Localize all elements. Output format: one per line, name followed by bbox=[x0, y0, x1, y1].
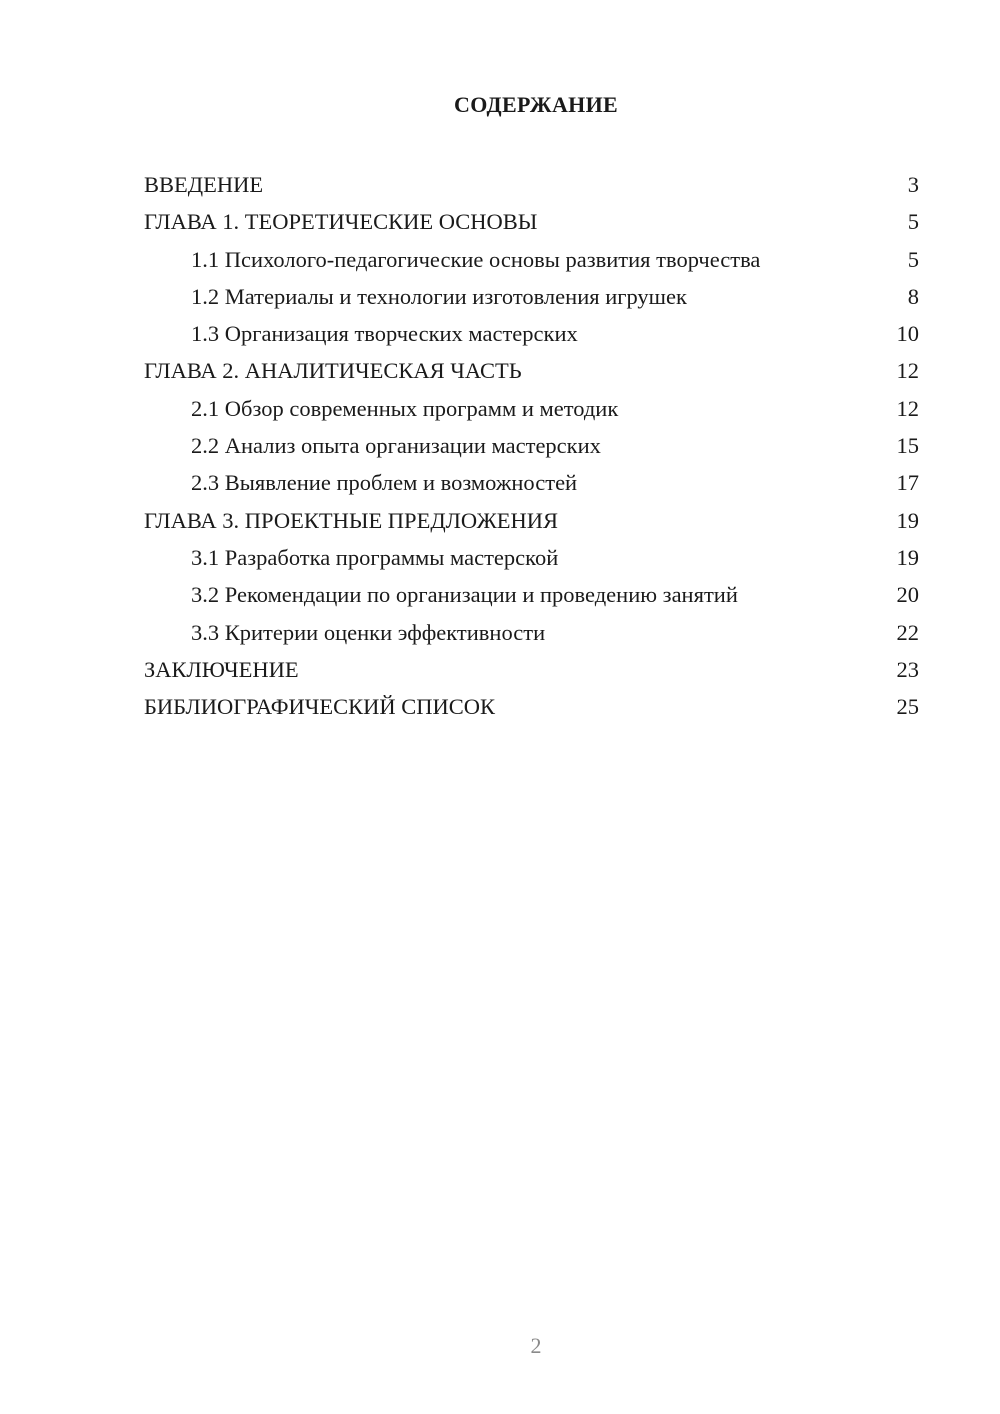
toc-entry-text: ГЛАВА 2. АНАЛИТИЧЕСКАЯ ЧАСТЬ bbox=[144, 358, 522, 384]
toc-entry-text: 1.2 Материалы и технологии изготовления игрушек bbox=[191, 283, 687, 309]
toc-entry-section-2-2 bbox=[144, 427, 919, 464]
toc-entry-page: 17 bbox=[896, 470, 919, 496]
toc-entry-bibliography bbox=[144, 688, 919, 725]
toc-entry-section-1-1 bbox=[144, 241, 919, 278]
toc-entry-page: 19 bbox=[896, 544, 919, 570]
toc-entry-text: 3.3 Критерии оценки эффективности bbox=[191, 619, 546, 645]
toc-entry-text: ЗАКЛЮЧЕНИЕ bbox=[144, 656, 299, 682]
toc-entry-page: 10 bbox=[896, 321, 919, 347]
page-number: 2 bbox=[530, 1333, 542, 1358]
toc-entry-section-3-1 bbox=[144, 539, 919, 576]
toc-entry-text: 2.3 Выявление проблем и возможностей bbox=[191, 470, 578, 496]
toc-entry-text: 3.1 Разработка программы мастерской bbox=[191, 544, 559, 570]
toc-entry-section-3-2 bbox=[144, 576, 919, 613]
page-title: СОДЕРЖАНИЕ bbox=[454, 92, 618, 117]
toc-entry-section-3-3 bbox=[144, 614, 919, 651]
toc-entry-section-1-2 bbox=[144, 278, 919, 315]
toc-entry-page: 20 bbox=[896, 582, 919, 608]
toc-entry-page: 3 bbox=[907, 172, 919, 197]
toc-entry-chapter-3 bbox=[144, 502, 919, 539]
toc-entry-page: 12 bbox=[896, 358, 919, 384]
table-of-contents bbox=[144, 166, 919, 725]
toc-entry-page: 12 bbox=[896, 395, 919, 421]
toc-entry-page: 19 bbox=[896, 507, 919, 533]
toc-entry-page: 8 bbox=[907, 283, 919, 309]
toc-entry-text: БИБЛИОГРАФИЧЕСКИЙ СПИСОК bbox=[144, 694, 496, 720]
toc-entry-page: 22 bbox=[896, 619, 919, 645]
toc-entry-text: ГЛАВА 3. ПРОЕКТНЫЕ ПРЕДЛОЖЕНИЯ bbox=[144, 507, 559, 533]
toc-entry-page: 5 bbox=[907, 246, 919, 272]
toc-entry-text: 1.3 Организация творческих мастерских bbox=[191, 321, 578, 347]
toc-entry-text: ГЛАВА 1. ТЕОРЕТИЧЕСКИЕ ОСНОВЫ bbox=[144, 209, 538, 235]
toc-entry-page: 25 bbox=[896, 694, 919, 720]
toc-entry-chapter-1 bbox=[144, 203, 919, 240]
toc-entry-section-2-1 bbox=[144, 390, 919, 427]
toc-entry-text: 3.2 Рекомендации по организации и проведению занятий bbox=[191, 582, 738, 608]
toc-entry-text: 1.1 Психолого-педагогические основы развития творчества bbox=[191, 246, 761, 272]
toc-entry-chapter-2 bbox=[144, 352, 919, 389]
toc-entry-text: 2.1 Обзор современных программ и методик bbox=[191, 395, 619, 421]
toc-entry-text: 2.2 Анализ опыта организации мастерских bbox=[191, 433, 601, 459]
toc-entry-page: 23 bbox=[896, 656, 919, 682]
toc-entry-page: 15 bbox=[896, 433, 919, 459]
toc-entry-conclusion bbox=[144, 651, 919, 688]
toc-entry-introduction bbox=[144, 166, 919, 203]
toc-entry-page: 5 bbox=[907, 209, 919, 235]
toc-entry-text: ВВЕДЕНИЕ bbox=[144, 172, 264, 197]
toc-entry-section-1-3 bbox=[144, 315, 919, 352]
toc-entry-section-2-3 bbox=[144, 464, 919, 501]
